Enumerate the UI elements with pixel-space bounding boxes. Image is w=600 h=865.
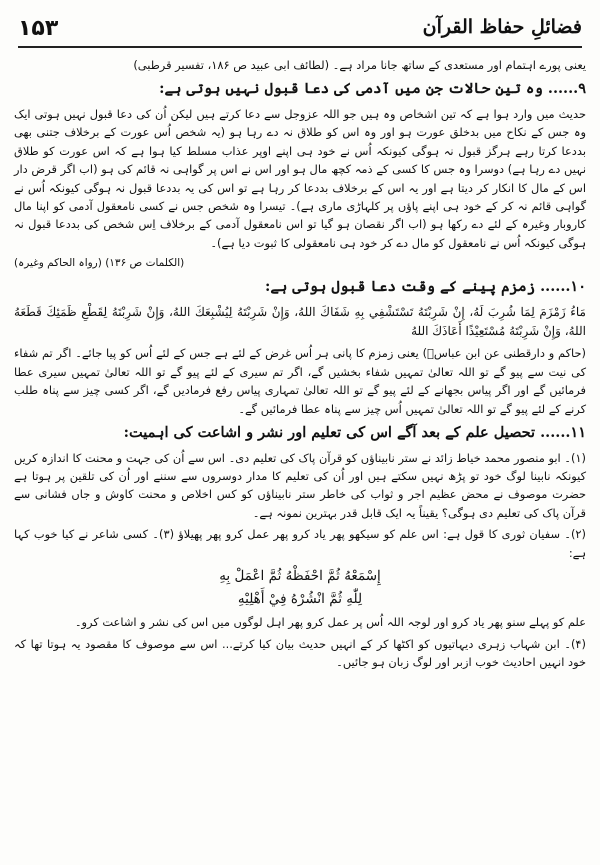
para-11-1: (۱)۔ ابو منصور محمد خیاط زائد نے ستر نابیناؤں کو قرآن پاک کی تعلیم دی۔ اس سے اُن کی جہت و محنت کا اندازہ کریں کیونکہ نابینا لوگ خود تو پڑھ نہیں سکتے ہیں اور اُن کی تعلیم کا مدار دوسروں سے سننے اور اُن کی تلقین پر ہوتا ہے حضرت موصوف نے محض عظیم اجر و ثواب کی خاطر ستر نابیناؤں کو کس اخلاص و محنت کاوش و جاں فشانی سے قرآن پاک کی تعلیم دی ہوگی؟ یقیناً یہ ایک قابل قدر بہترین نمونہ ہے۔	[14, 450, 586, 520]
reference-9: (رواہ الحاکم وغیرہ) (الکلمات ص ۱۳۶)	[14, 257, 185, 270]
poem-line-1: إِسْمَعْهُ ثُمَّ احْفَظْهُ ثُمَّ اعْمَلْ بِهِ	[219, 568, 381, 585]
poem-line-2: لِلّٰهِ ثُمَّ انْشُرْهُ فِيْ أَهْلِيْهِ	[237, 591, 363, 608]
intro-note: یعنی پورے اہتمام اور مستعدی کے ساتھ جانا مراد ہے۔ (لطائف ابی عبید ص ۱۸۶، تفسیر قرطبی)	[133, 58, 586, 72]
para-11-2: (۲)۔ سفیان ثوری کا قول ہے: اس علم کو سیکھو پھر یاد کرو پھر عمل کرو پھر پھیلاؤ (۳)۔ کسی شاعر نے کیا خوب کہا ہے:	[14, 527, 586, 560]
heading-10: ۱۰...... زمزم پینے کے وقت دعا قبول ہوتی ہے:	[265, 278, 586, 296]
para-11-4: (۴)۔ ابن شہاب زہری دیہاتیوں کو اکٹھا کر کے انہیں حدیث بیان کیا کرتے... اس سے موصوف کا مقصود یہ ہوتا تھا کہ خود انہیں احادیث خوب ازبر اور لوگ زبان ہو جائیں۔	[14, 636, 586, 670]
para-9: حدیث میں وارد ہوا ہے کہ تین اشخاص وہ ہیں جو اللہ عزوجل سے دعا کرتے ہیں لیکن اُن کی دعا قبول نہیں ہوتی ایک وہ جس کے نکاح میں بدخلق عورت ہو اور وہ اس کو طلاق نہ دے رہا ہو (یہ شخص اُس عورت کے برخلاف جتنی بھی بددعا کرتا رہے ہرگز قبول نہ ہوگی کیونکہ اُس نے خود ہی اپنے اوپر عذاب مسلط کیا ہوا ہے کہ اس عورت کو طلاق نہیں دے رہا ہے) دوسرا وہ جس کا کسی کے ذمہ کچھ مال ہو اور اس نے اس پر گواہی نہ قائم کی ہو (اب اگر قرض دار اس کے مال کا انکار کر دیتا ہے اور یہ اس کے برخلاف بددعا کر رہا ہے تو اس کی یہ بددعا قبول نہ ہوگی کیونکہ اُس نے گواہی قائم نہ کر کے خود ہی اپنے پاؤں پر کلہاڑی ماری ہے)۔ تیسرا وہ شخص جس نے کسی نامعقول آدمی کو اپنا مال کاروبار وغیرہ کے لئے دے رکھا ہو (اب اگر نقصان ہو گیا تو اس نامعقول آدمی کے برخلاف اِس شخص کی بددعا قبول نہ ہوگی کیونکہ اُس نے نامعقول کو مال دے کر خود ہی نامعقولی کا ثبوت دیا ہے)۔	[14, 106, 586, 250]
heading-9: ۹...... وہ تین حالات جن میں آدمی کی دعا قبول نہیں ہوتی ہے:	[159, 80, 586, 98]
page-header	[18, 16, 582, 48]
hadith-zamzam: مَاءُ زَمْزَمَ لِمَا شُرِبَ لَهُ، إِنْ شَرِبْتَهُ تَسْتَشْفِي بِهِ شَفَاكَ اللهُ، وَإِنْ شَرِبْتَهُ لِيُشْبِعَكَ اللهُ، وَإِنْ شَرِبْتَهُ لِقَطْعِ ظَمَئِكَ قَطَعَهُ اللهُ، وَإِنْ شَرِبْتَهُ مُسْتَعِيْذًا أَعَاذَكَ اللهُ	[14, 304, 586, 339]
para-11-3: علم کو پہلے سنو پھر یاد کرو اور لوجہ اللہ اُس پر عمل کرو پھر اہل لوگوں میں اس کی نشر و اشاعت کرو۔	[74, 615, 586, 630]
para-10: (حاکم و دارقطنی عن ابن عباسؓ) یعنی زمزم کا پانی ہر اُس غرض کے لئے ہے جس کے لئے اُس کو پیا جائے۔ اگر تم شفاء کی نیت سے پیو گے تو اللہ تعالیٰ تمہیں شفاء بخشیں گے، اگر تم سیری کے لئے پیو گے تو اللہ تعالیٰ تمہیں سیری عطا فرمائیں گے اور اگر پیاس بجھانے کے لئے پیو گے تو اللہ تعالیٰ تمہاری پیاس رفع فرمادیں گے، اگر کسی چیز سے پناہ طلب کرنے کے لئے پیو گے تو اللہ تعالیٰ تمہیں اُس چیز سے پناہ عطا فرمائیں گے۔	[14, 346, 586, 416]
page-number: ۱۵۳	[18, 16, 59, 41]
running-title: فضائلِ حفاظ القرآن	[422, 16, 582, 38]
poem	[14, 565, 586, 611]
heading-11: ۱۱...... تحصیل علم کے بعد آگے اس کی تعلیم اور نشر و اشاعت کی اہمیت:	[123, 424, 586, 442]
page-body	[14, 56, 586, 859]
